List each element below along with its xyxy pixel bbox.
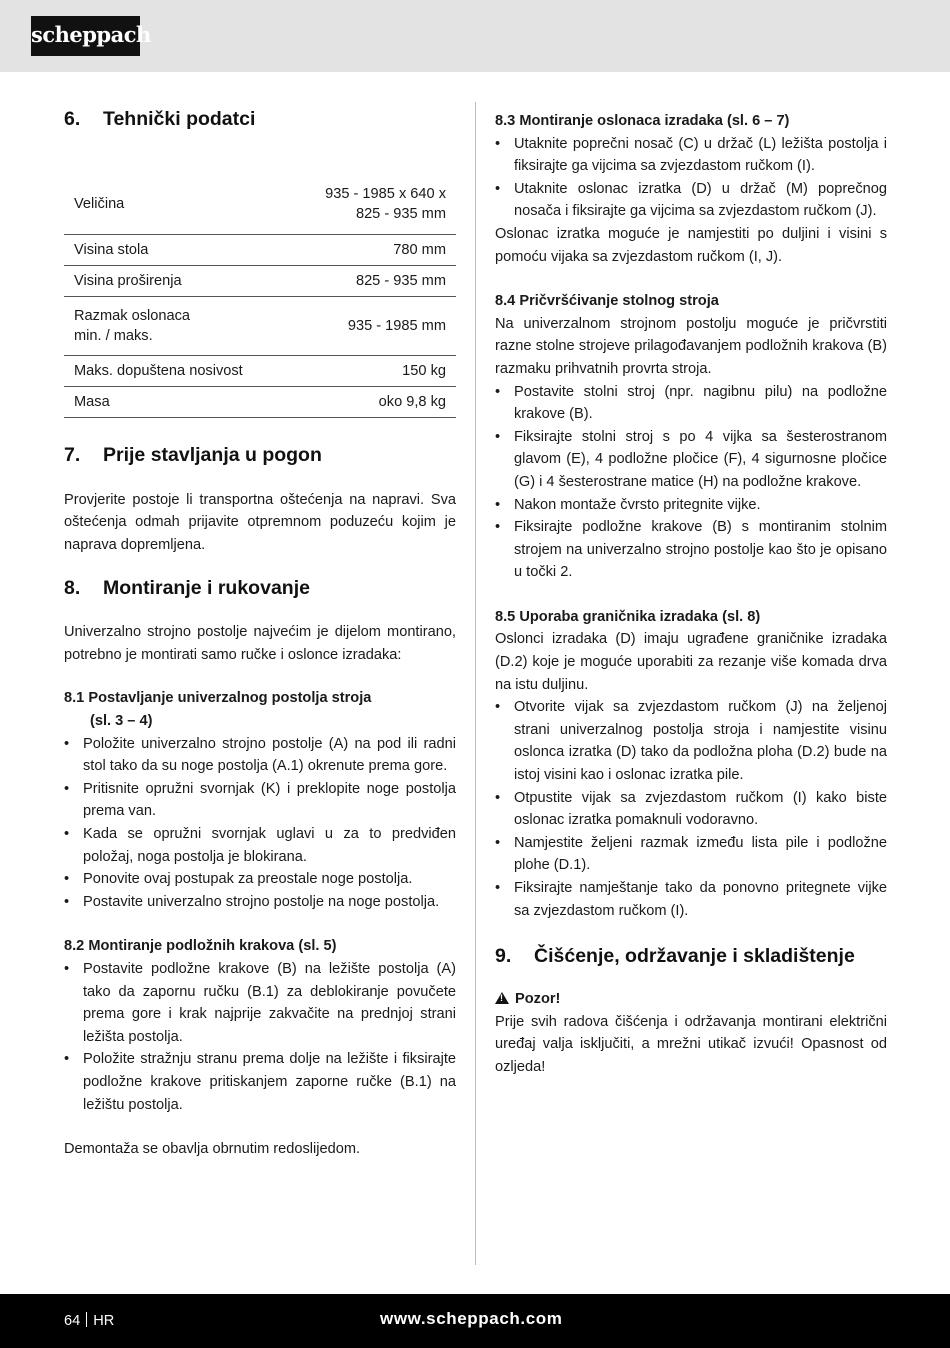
spec-label-line: min. / maks. <box>74 327 153 344</box>
warning-heading <box>495 988 887 1011</box>
column-divider <box>475 102 476 1265</box>
spec-label: Visina proširenja <box>64 265 288 296</box>
spec-value: 935 - 1985 mm <box>288 296 456 355</box>
section-title: Tehnički podatci <box>103 108 256 130</box>
website-link[interactable]: www.scheppach.com <box>380 1309 563 1328</box>
list-item: • Namjestite željeni razmak između lista pile i podložne plohe (D.1). <box>495 832 887 877</box>
spec-label: Maks. dopuštena nosivost <box>64 355 288 386</box>
list-item: • Fiksirajte stolni stroj s po 4 vijka sa šesterostranom glavom (E), 4 podložne pločice (F), 4 sigurnosne pločice (G) i 4 šesterostrane matice (H) na podložne krakove. <box>495 426 887 494</box>
section-7-text: Provjerite postoje li transportna oštećenja na napravi. Sva oštećenja odmah prijavite otpremnom poduzeću kojim je naprava dopremljena. <box>64 491 456 553</box>
subsection-8-3-title: 8.3 Montiranje oslonaca izradaka (sl. 6 – 7) <box>495 113 790 129</box>
left-column <box>64 106 456 1161</box>
subsection-8-2-title: 8.2 Montiranje podložnih krakova (sl. 5) <box>64 938 337 955</box>
spec-value: 825 - 935 mm <box>288 265 456 296</box>
section-8-intro: Univerzalno strojno postolje najvećim je dijelom montirano, potrebno je montirati samo ručke i oslonce izradaka: <box>64 624 456 663</box>
spec-label: Veličina <box>64 175 288 234</box>
spec-value-line: 935 - 1985 x 640 x <box>325 186 446 203</box>
list-item: • Postavite stolni stroj (npr. nagibnu pilu) na podložne krakove (B). <box>495 381 887 426</box>
page-footer <box>0 1294 950 1348</box>
spec-label: Visina stola <box>64 234 288 265</box>
spec-value: 780 mm <box>288 234 456 265</box>
table-row <box>64 234 456 265</box>
warning-triangle-icon <box>495 992 509 1004</box>
section-number: 7. <box>64 443 81 466</box>
table-row <box>64 296 456 355</box>
section-7-heading <box>64 442 456 468</box>
section-title: Montiranje i rukovanje <box>103 577 310 600</box>
list-item: • Utaknite oslonac izratka (D) u držač (M) poprečnog nosača i fiksirajte ga vijcima sa zvjezdastom ručkom (J). <box>495 178 887 223</box>
subsection-8-3-list <box>495 133 887 223</box>
page-number-value: 64 <box>64 1313 81 1329</box>
section-6-heading <box>64 106 456 132</box>
section-number: 9. <box>495 945 512 968</box>
spec-label <box>64 296 288 355</box>
section-8-heading <box>64 575 456 601</box>
spec-value-line: 825 - 935 mm <box>355 206 446 223</box>
table-row <box>64 175 456 234</box>
table-row <box>64 386 456 417</box>
list-item: • Ponovite ovaj postupak za preostale noge postolja. <box>64 868 456 891</box>
subsection-8-1-title: 8.1 Postavljanje univerzalnog postolja stroja <box>64 690 372 707</box>
section-number: 8. <box>64 577 81 600</box>
warning-label: Pozor! <box>515 991 561 1008</box>
page-header <box>0 0 950 72</box>
section-title: Prije stavljanja u pogon <box>103 443 322 466</box>
list-item: • Fiksirajte namještanje tako da ponovno pritegnete vijke sa zvjezdastom ručkom (I). <box>495 877 887 922</box>
section-number: 6. <box>64 108 81 130</box>
spec-label-line: Razmak oslonaca <box>74 307 190 324</box>
section-9-heading <box>495 943 887 969</box>
list-item: • Utaknite poprečni nosač (C) u držač (L) ležišta postolja i fiksirajte ga vijcima sa zvjezdastom ručkom (I). <box>495 133 887 178</box>
language-code: HR <box>93 1313 115 1329</box>
footer-separator <box>86 1312 87 1327</box>
page-number <box>64 1311 114 1331</box>
list-item: • Položite stražnju stranu prema dolje na ležište i fiksirajte podložne krakove pritiskanjem zaporne ručke (B.1) na ležištu postolja. <box>64 1048 456 1116</box>
subsection-8-4-title: 8.4 Pričvršćivanje stolnog stroja <box>495 293 719 310</box>
spec-value: 150 kg <box>288 355 456 386</box>
subsection-8-3-text: Oslonac izratka moguće je namjestiti po duljini i visini s pomoću vijaka sa zvjezdastom ručkom (I, J). <box>495 225 887 265</box>
spec-table <box>64 175 456 418</box>
spec-label: Masa <box>64 386 288 417</box>
subsection-8-5-list <box>495 696 887 922</box>
list-item: • Položite univerzalno strojno postolje (A) na pod ili radni stol tako da su noge postolja (A.1) okrenute prema gore. <box>64 733 456 778</box>
section-title: Čišćenje, održavanje i skladištenje <box>534 945 855 968</box>
subsection-8-1-list <box>64 733 456 914</box>
subsection-8-5-text: Oslonci izradaka (D) imaju ugrađene graničnike izradaka (D.2) koje je moguće uporabiti za rezanje više komada drva na istu duljinu. <box>495 631 887 693</box>
right-column <box>495 110 887 1079</box>
list-item: • Fiksirajte podložne krakove (B) s montiranim stolnim strojem na univerzalno strojno postolje kao što je opisano u točki 2. <box>495 516 887 584</box>
subsection-8-5-title: 8.5 Uporaba graničnika izradaka (sl. 8) <box>495 608 761 625</box>
list-item: • Otvorite vijak sa zvjezdastom ručkom (J) na željenoj strani univerzalnog postolja stroja i namjestite visinu oslonca izratka (D) tako da podložna ploha (D.2) bude na istoj visini kao i oslonac izratka pile. <box>495 696 887 786</box>
disassembly-note: Demontaža se obavlja obrnutim redoslijedom. <box>64 1141 361 1158</box>
list-item: • Otpustite vijak sa zvjezdastom ručkom (I) kako biste oslonac izratka pomaknuli vodoravno. <box>495 787 887 832</box>
subsection-8-1-figref: (sl. 3 – 4) <box>90 713 153 730</box>
subsection-8-2-list <box>64 958 456 1116</box>
section-9-text: Prije svih radova čišćenja i održavanja montirani električni uređaj valja isključiti, a mrežni utikač izvući! Opasnost od ozljeda! <box>495 1013 887 1075</box>
list-item: • Kada se opružni svornjak uglavi u za to predviđen položaj, noga postolja je blokirana. <box>64 823 456 868</box>
subsection-8-4-list <box>495 381 887 584</box>
table-row <box>64 265 456 296</box>
list-item: • Postavite univerzalno strojno postolje na noge postolja. <box>64 891 456 914</box>
list-item: • Nakon montaže čvrsto pritegnite vijke. <box>495 494 887 517</box>
spec-value: oko 9,8 kg <box>288 386 456 417</box>
list-item: • Pritisnite opružni svornjak (K) i preklopite noge postolja prema van. <box>64 778 456 823</box>
subsection-8-4-text: Na univerzalnom strojnom postolju moguće je pričvrstiti razne stolne strojeve prilagođavanjem podložnih krakova (B) razmaku prihvatnih provrta stroja. <box>495 315 887 377</box>
scheppach-logo: scheppach <box>31 16 140 56</box>
table-row <box>64 355 456 386</box>
spec-value <box>288 175 456 234</box>
list-item: • Postavite podložne krakove (B) na ležište postolja (A) tako da zapornu ručku (B.1) za deblokiranje povučete prema gore i krak najprije zakvačite na prednjoj strani ležišta postolja. <box>64 958 456 1048</box>
